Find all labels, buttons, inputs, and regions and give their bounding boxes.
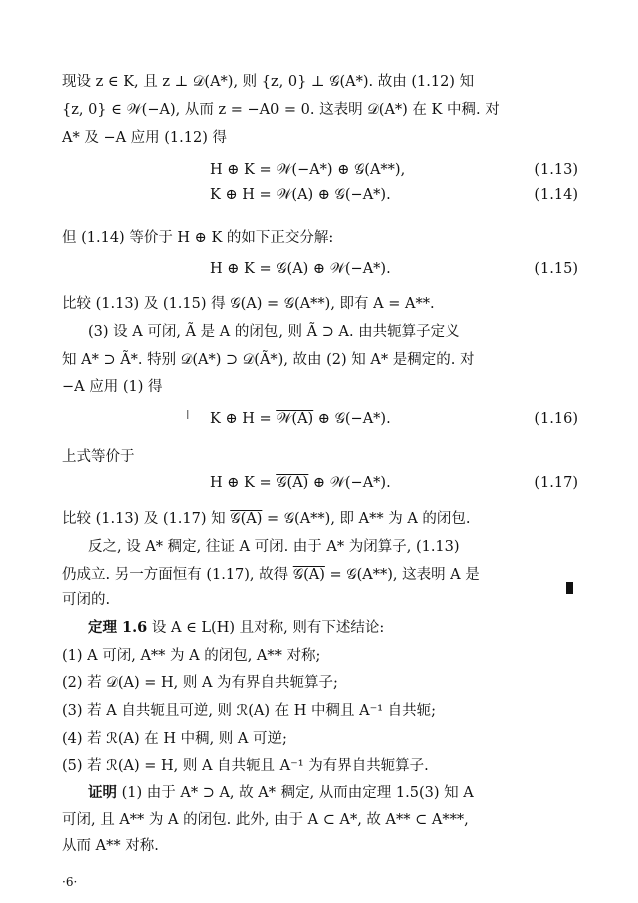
overlined-term: 𝒢(A) bbox=[292, 567, 325, 583]
equation-expression: H ⊕ K = 𝒲(−A*) ⊕ 𝒢(A**), bbox=[210, 162, 406, 178]
theorem-item: (1) A 可闭, A** 为 A 的闭包, A** 对称; bbox=[62, 648, 321, 664]
text-line: 现设 z ∈ K, 且 z ⊥ 𝒟(A*), 则 {z, 0} ⊥ 𝒢(A*). 故由 (1.12) 知 bbox=[62, 74, 475, 90]
equation-number: (1.16) bbox=[534, 411, 578, 427]
text-line: −A 应用 (1) 得 bbox=[62, 379, 163, 395]
text-line: 上式等价于 bbox=[62, 449, 135, 465]
text-line: 反之, 设 A* 稠定, 往证 A 可闭. 由于 A* 为闭算子, (1.13) bbox=[88, 539, 460, 555]
proof-heading: 证明 bbox=[88, 784, 117, 801]
proof-line: 证明 (1) 由于 A* ⊃ A, 故 A* 稠定, 从而由定理 1.5(3) 知 A bbox=[88, 784, 474, 801]
text-line: 可闭的. bbox=[62, 592, 111, 608]
overlined-term: 𝒢(A) bbox=[230, 511, 263, 527]
theorem-item: (4) 若 ℛ(A) 在 H 中稠, 则 A 可逆; bbox=[62, 731, 287, 747]
equation-1-16 bbox=[62, 408, 578, 430]
theorem-item: (2) 若 𝒟(A) = H, 则 A 为有界自共轭算子; bbox=[62, 675, 338, 691]
overlined-term: 𝒢(A) bbox=[276, 475, 309, 491]
equation-number: (1.17) bbox=[534, 475, 578, 491]
equation-expression: H ⊕ K = 𝒢(A) ⊕ 𝒲(−A*). bbox=[210, 261, 391, 277]
text-line: 比较 (1.13) 及 (1.15) 得 𝒢(A) = 𝒢(A**), 即有 A = A**. bbox=[62, 296, 435, 312]
text-line: 知 A* ⊃ Ã*. 特别 𝒟(A*) ⊃ 𝒟(Ã*), 故由 (2) 知 A* 是稠定的. 对 bbox=[62, 352, 475, 368]
text-line: {z, 0} ∈ 𝒲(−A), 从而 z = −A0 = 0. 这表明 𝒟(A*) 在 K 中稠. 对 bbox=[62, 102, 500, 118]
equation-number: (1.13) bbox=[534, 162, 578, 178]
text-line: 比较 (1.13) 及 (1.17) 知 𝒢(A) = 𝒢(A**), 即 A** 为 A 的闭包. bbox=[62, 511, 471, 527]
equation-expression: H ⊕ K = 𝒢(A) ⊕ 𝒲(−A*). bbox=[210, 475, 391, 491]
text-line: 仍成立. 另一方面恒有 (1.17), 故得 𝒢(A) = 𝒢(A**), 这表明 A 是 bbox=[62, 567, 480, 583]
text-line: A* 及 −A 应用 (1.12) 得 bbox=[62, 130, 227, 146]
overlined-term: 𝒲(A) bbox=[276, 411, 314, 427]
text-line: 从而 A** 对称. bbox=[62, 838, 159, 854]
qed-mark bbox=[566, 582, 573, 594]
theorem-statement: 定理 1.6 设 A ∈ L(H) 且对称, 则有下述结论: bbox=[88, 619, 385, 636]
equation-1-13 bbox=[62, 159, 578, 181]
text-line: (3) 设 A 可闭, Ã 是 A 的闭包, 则 Ã ⊃ A. 由共轭算子定义 bbox=[88, 324, 460, 340]
equation-number: (1.14) bbox=[534, 187, 578, 203]
equation-1-14 bbox=[62, 184, 578, 206]
equation-1-17 bbox=[62, 472, 578, 494]
theorem-item: (5) 若 ℛ(A) = H, 则 A 自共轭且 A⁻¹ 为有界自共轭算子. bbox=[62, 758, 429, 774]
equation-expression: K ⊕ H = 𝒲(A) ⊕ 𝒢(−A*). bbox=[210, 411, 391, 427]
stray-mark: ǀ bbox=[186, 408, 190, 422]
text-line: 可闭, 且 A** 为 A 的闭包. 此外, 由于 A ⊂ A*, 故 A** ⊂ A***, bbox=[62, 812, 469, 828]
equation-expression: K ⊕ H = 𝒲(A) ⊕ 𝒢(−A*). bbox=[210, 187, 391, 203]
equation-1-15 bbox=[62, 258, 578, 280]
equation-number: (1.15) bbox=[534, 261, 578, 277]
theorem-item: (3) 若 A 自共轭且可逆, 则 ℛ(A) 在 H 中稠且 A⁻¹ 自共轭; bbox=[62, 703, 437, 719]
theorem-heading: 定理 1.6 bbox=[88, 619, 148, 636]
page-number: ·6· bbox=[62, 875, 78, 889]
text-line: 但 (1.14) 等价于 H ⊕ K 的如下正交分解: bbox=[62, 230, 334, 246]
